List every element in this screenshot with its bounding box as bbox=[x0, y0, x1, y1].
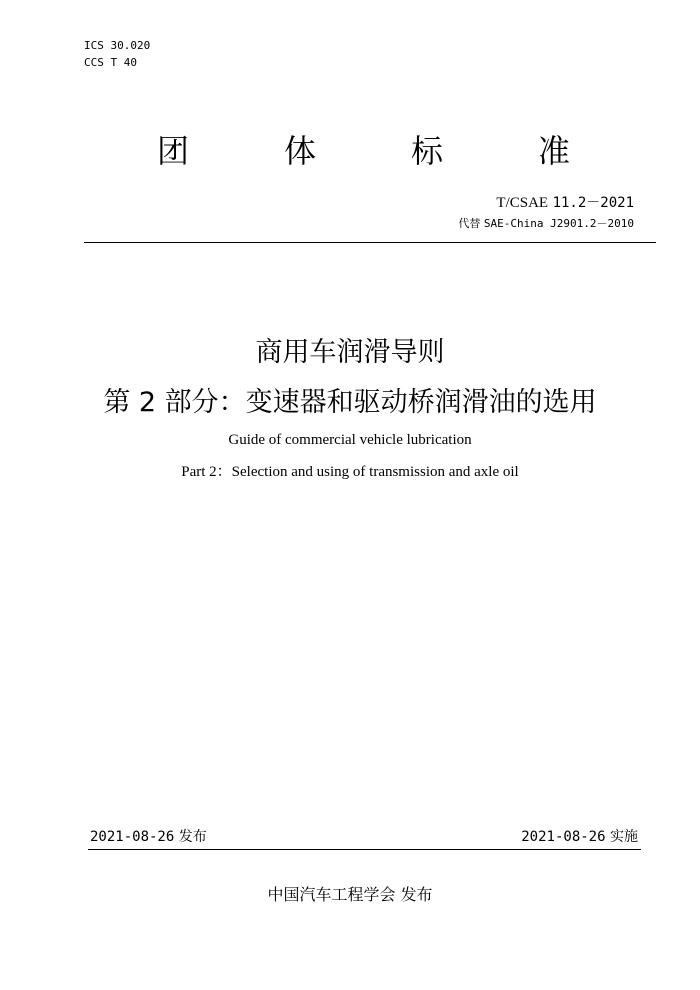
standard-type-char-3: 标 bbox=[411, 132, 444, 170]
title-chinese-part: 第 2 部分：变速器和驱动桥润滑油的选用 bbox=[103, 387, 597, 418]
standard-type-heading bbox=[0, 128, 700, 174]
implementation-date-label: 实施 bbox=[610, 829, 638, 845]
issue-date bbox=[90, 826, 207, 846]
standard-code: T/CSAE bbox=[496, 195, 549, 211]
standard-type-char-2: 体 bbox=[284, 132, 317, 170]
replaces-number: SAE-China J2901.2－2010 bbox=[483, 217, 634, 230]
standard-number bbox=[496, 192, 634, 212]
replaces-note bbox=[458, 215, 634, 231]
title-english-part: Part 2：Selection and using of transmission and axle oil bbox=[181, 464, 519, 480]
publisher-action: 发布 bbox=[400, 885, 433, 904]
top-divider bbox=[84, 242, 656, 243]
publisher bbox=[0, 882, 700, 905]
standard-type-char-4: 准 bbox=[538, 132, 571, 170]
issue-date-label: 发布 bbox=[178, 829, 207, 845]
classification-codes bbox=[84, 37, 150, 71]
replaces-prefix: 代替 bbox=[458, 217, 481, 230]
title-english-main: Guide of commercial vehicle lubrication bbox=[228, 432, 472, 448]
implementation-date bbox=[521, 826, 638, 846]
publisher-name: 中国汽车工程学会 bbox=[267, 885, 396, 904]
title-chinese-main: 商用车润滑导则 bbox=[255, 337, 445, 368]
issue-date-value: 2021-08-26 bbox=[90, 829, 175, 845]
ics-code: ICS 30.020 bbox=[84, 39, 151, 52]
ccs-code: CCS T 40 bbox=[84, 56, 137, 69]
standard-type-char-1: 团 bbox=[157, 132, 190, 170]
bottom-divider bbox=[88, 849, 641, 850]
standard-number-value: 11.2－2021 bbox=[552, 195, 634, 211]
implementation-date-value: 2021-08-26 bbox=[521, 829, 606, 845]
